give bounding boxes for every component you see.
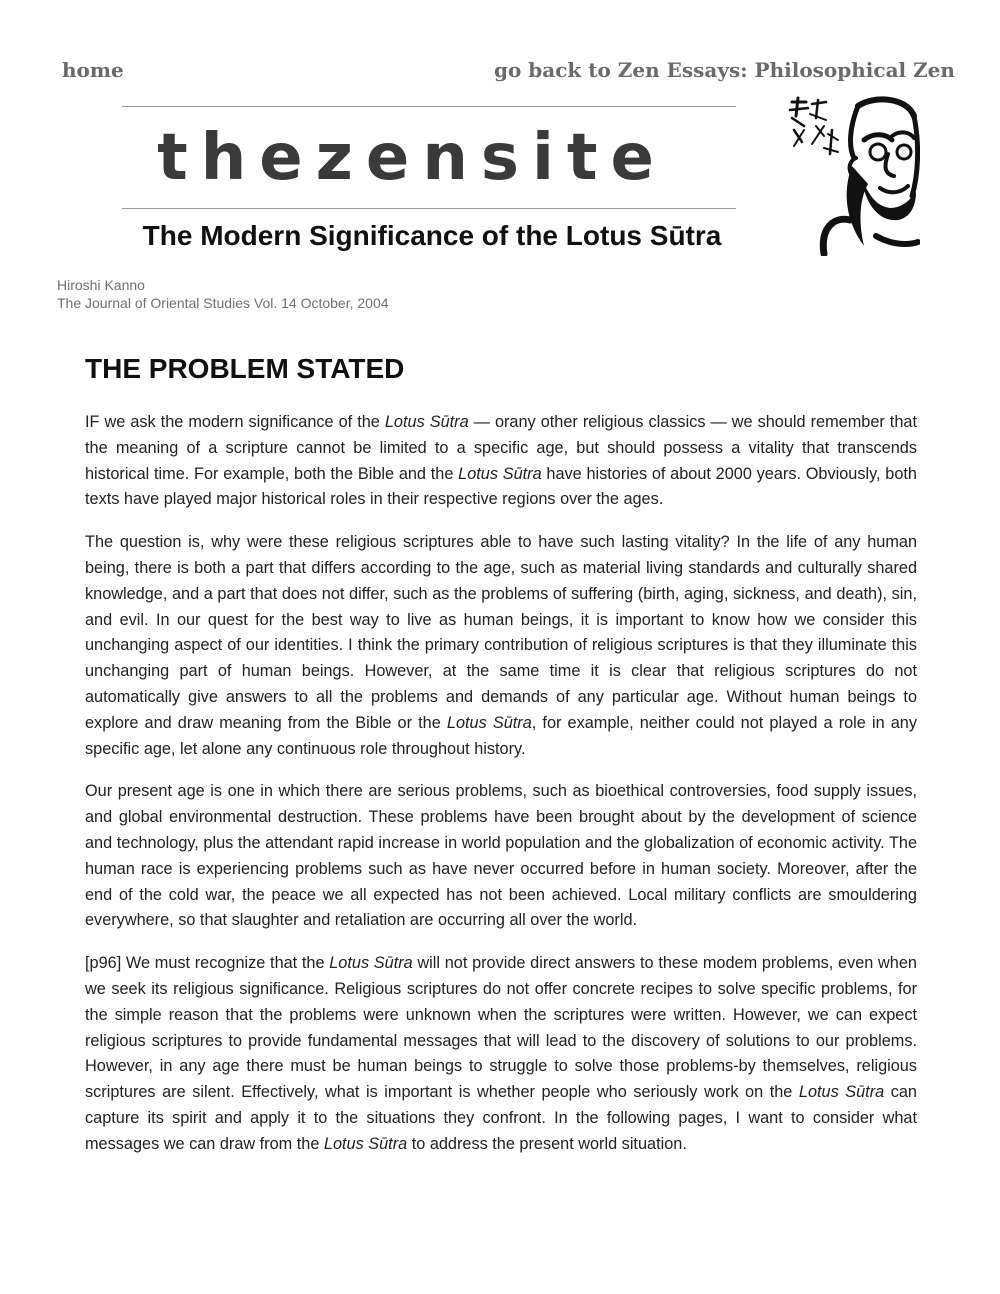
paragraph-1: [85, 410, 917, 513]
text-span: , for example, neither could not played a role in any specific age, let alone any continuous role throughout history.: [85, 713, 918, 758]
paragraph-2: [85, 530, 917, 762]
text-span: will not provide direct answers to these modem problems, even when we seek its religious significance. Religious scriptures do not offer concrete recipes to solve specific problems, for the simple reason that the problems were unknown when the scriptures were written. However, we can expect religious scriptures to provide fundamental messages that will lead to the discovery of solutions to our problems. However, in any age there must be human beings to struggle to solve those problems-by themselves, religious scriptures are silent. Effectively, what is important is whether people who seriously work on the: [85, 954, 917, 1102]
text-span: IF we ask the modern significance of the: [85, 413, 385, 431]
home-link[interactable]: home: [62, 58, 124, 82]
section-heading: THE PROBLEM STATED: [85, 353, 405, 384]
article-title: The Modern Significance of the Lotus Sūtra: [142, 220, 722, 251]
paragraph-3: Our present age is one in which there are serious problems, such as bioethical controversies, food supply issues, and global environmental destruction. These problems have been brought about by the development of science and technology, plus the attendant rapid increase in world population and the globalization of economic activity. The human race is experiencing problems such as have never occurred before in human society. Moreover, after the end of the cold war, the peace we all expected has not been achieved. Local military conflicts are smouldering everywhere, so that slaughter and retaliation are occurring all over the world.: [85, 782, 917, 930]
title-italic: Lotus Sūtra: [446, 713, 532, 732]
author-name: Hiroshi Kanno: [57, 277, 145, 293]
text-span: to address the present world situation.: [407, 1134, 687, 1153]
site-name: thezensite: [157, 121, 667, 195]
text-span: [p96] We must recognize that the: [85, 954, 330, 973]
back-to-essays-link[interactable]: go back to Zen Essays: Philosophical Zen: [494, 58, 955, 82]
ink-portrait-bodhidharma-icon: [780, 96, 920, 256]
title-italic: Lotus Sūtra: [458, 464, 542, 483]
text-span: have histories of about 2000 years. Obviously, both texts have played major historical roles in their respective regions over the ages.: [85, 464, 917, 509]
title-italic: Lotus Sūtra: [384, 413, 469, 431]
text-span: The question is, why were these religious scriptures able to have such lasting vitality? In the life of any human being, there is both a part that differs according to the age, such as material living standards and culturally shared knowledge, and a part that does not differ, such as the problems of suffering (birth, aging, sickness, and death), sin, and evil. In our quest for the best way to live as human beings, it is important to know how we consider this unchanging aspect of our identities. I think the primary contribution of religious scriptures is that they illuminate this unchanging part of human beings. However, at the same time it is clear that religious scriptures do not automatically give answers to all the problems and demands of any particular age. Without human beings to explore and draw meaning from the Bible or the: [85, 533, 917, 732]
journal-citation: The Journal of Oriental Studies Vol. 14 October, 2004: [57, 295, 389, 311]
article-body: [85, 350, 917, 1175]
title-italic: Lotus Sūtra: [798, 1083, 885, 1102]
header-bottom-divider: [122, 208, 736, 209]
text-span: — orany other religious classics — we should remember that the meaning of a scripture cannot be limited to a specific age, but should possess a vitality that transcends historical time. For example, both the Bible and the: [85, 413, 917, 483]
paragraph-4: [85, 951, 917, 1157]
article-meta: [57, 276, 389, 312]
text-span: can capture its spirit and apply it to the situations they confront. In the following pages, I want to consider what messages we can draw from the: [85, 1083, 917, 1153]
title-italic: Lotus Sūtra: [329, 954, 413, 973]
title-italic: Lotus Sūtra: [323, 1134, 408, 1153]
header-top-divider: [122, 106, 736, 107]
